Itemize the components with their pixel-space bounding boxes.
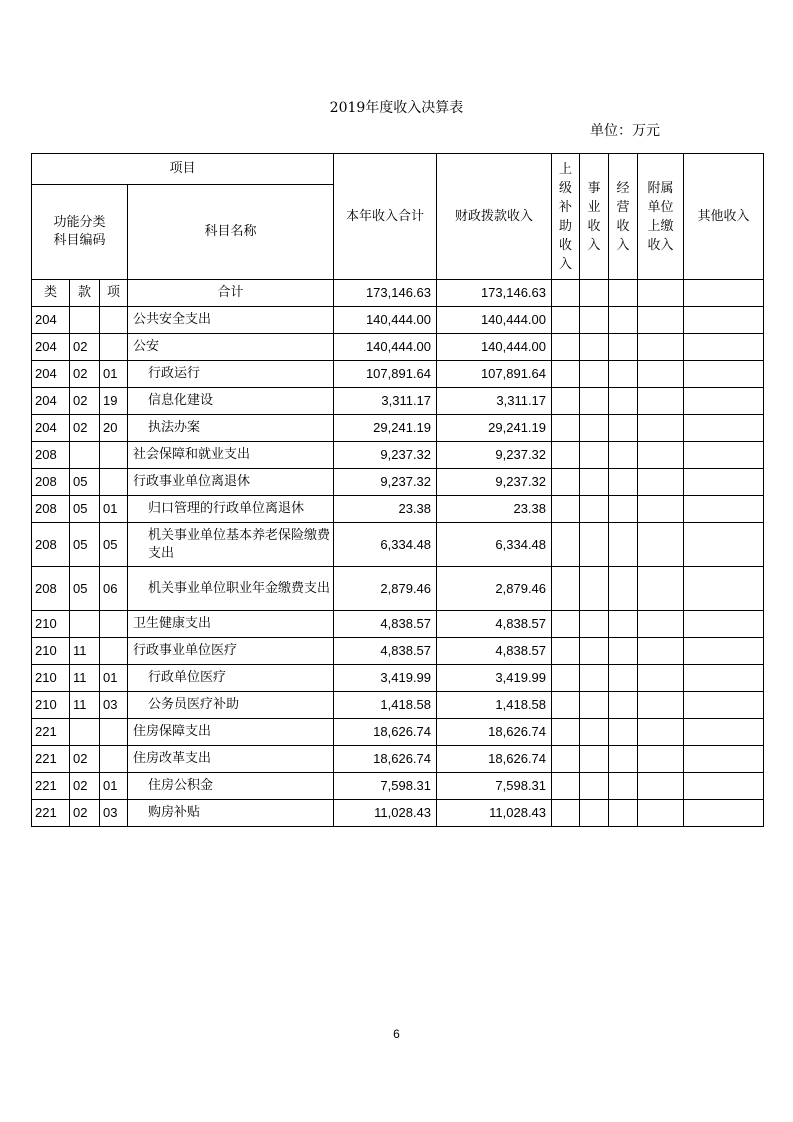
table-row [32, 773, 764, 800]
empty-cell [552, 611, 580, 638]
table-row [32, 719, 764, 746]
table-row [32, 442, 764, 469]
row-subject-name: 机关事业单位职业年金缴费支出 [128, 567, 334, 611]
empty-cell [609, 388, 638, 415]
empty-cell [609, 415, 638, 442]
empty-cell [609, 361, 638, 388]
row-lei-code: 221 [32, 800, 70, 827]
empty-cell [638, 611, 684, 638]
row-fiscal-income: 11,028.43 [437, 800, 552, 827]
empty-cell [580, 388, 609, 415]
row-subject-name: 执法办案 [128, 415, 334, 442]
empty-cell [609, 719, 638, 746]
empty-cell [638, 469, 684, 496]
row-subject-name: 行政事业单位离退休 [128, 469, 334, 496]
row-fiscal-income: 18,626.74 [437, 719, 552, 746]
empty-cell [684, 692, 764, 719]
row-lei-code: 204 [32, 388, 70, 415]
table-row [32, 469, 764, 496]
empty-cell [552, 773, 580, 800]
empty-cell [580, 415, 609, 442]
row-subject-name: 行政事业单位医疗 [128, 638, 334, 665]
row-xiang-code: 06 [100, 567, 128, 611]
empty-cell [638, 800, 684, 827]
table-row [32, 307, 764, 334]
empty-cell [609, 280, 638, 307]
row-xiang-code: 01 [100, 361, 128, 388]
header-func-class [32, 185, 128, 280]
row-total-income: 1,418.58 [334, 692, 437, 719]
row-lei-code: 221 [32, 746, 70, 773]
row-lei-code: 221 [32, 773, 70, 800]
header-fiscal-income: 财政拨款收入 [437, 154, 552, 280]
empty-cell [580, 638, 609, 665]
empty-cell [580, 280, 609, 307]
table-row [32, 611, 764, 638]
empty-cell [684, 773, 764, 800]
empty-cell [609, 638, 638, 665]
row-kuan-code: 02 [70, 361, 100, 388]
row-total-income: 9,237.32 [334, 469, 437, 496]
row-lei-code: 204 [32, 307, 70, 334]
header-total-income: 本年收入合计 [334, 154, 437, 280]
row-lei-code: 208 [32, 496, 70, 523]
row-xiang-code [100, 638, 128, 665]
row-kuan-code [70, 307, 100, 334]
empty-cell [580, 746, 609, 773]
page-title: 2019年度收入决算表 [329, 100, 464, 116]
empty-cell [552, 442, 580, 469]
empty-cell [552, 496, 580, 523]
empty-cell [638, 334, 684, 361]
row-subject-name: 公安 [128, 334, 334, 361]
empty-cell [638, 280, 684, 307]
empty-cell [552, 415, 580, 442]
row-kuan-code [70, 442, 100, 469]
row-xiang-code: 03 [100, 800, 128, 827]
row-lei-code: 204 [32, 334, 70, 361]
unit-label: 单位：万元 [590, 123, 660, 139]
row-fiscal-income: 9,237.32 [437, 469, 552, 496]
empty-cell [580, 523, 609, 567]
empty-cell [638, 692, 684, 719]
row-total-income: 11,028.43 [334, 800, 437, 827]
row-xiang-code [100, 611, 128, 638]
empty-cell [638, 638, 684, 665]
row-subject-name: 社会保障和就业支出 [128, 442, 334, 469]
row-xiang-code [100, 746, 128, 773]
empty-cell [580, 307, 609, 334]
empty-cell [684, 334, 764, 361]
empty-cell [552, 307, 580, 334]
empty-cell [609, 773, 638, 800]
empty-cell [609, 800, 638, 827]
total-row-total: 173,146.63 [334, 280, 437, 307]
row-xiang-code [100, 442, 128, 469]
header-other-income: 其他收入 [684, 154, 764, 280]
row-fiscal-income: 4,838.57 [437, 611, 552, 638]
empty-cell [580, 334, 609, 361]
row-fiscal-income: 140,444.00 [437, 307, 552, 334]
empty-cell [638, 496, 684, 523]
row-total-income: 7,598.31 [334, 773, 437, 800]
row-fiscal-income: 3,311.17 [437, 388, 552, 415]
empty-cell [609, 334, 638, 361]
header-lei: 类 [32, 280, 70, 307]
empty-cell [684, 638, 764, 665]
empty-cell [638, 442, 684, 469]
header-func-class-line2: 科目编码 [53, 233, 106, 248]
row-lei-code: 204 [32, 415, 70, 442]
header-superior-subsidy [552, 154, 580, 280]
row-total-income: 18,626.74 [334, 746, 437, 773]
row-kuan-code: 05 [70, 567, 100, 611]
row-lei-code: 210 [32, 611, 70, 638]
row-subject-name: 公务员医疗补助 [128, 692, 334, 719]
row-fiscal-income: 140,444.00 [437, 334, 552, 361]
empty-cell [580, 611, 609, 638]
header-affiliated-income [638, 154, 684, 280]
row-total-income: 18,626.74 [334, 719, 437, 746]
row-total-income: 107,891.64 [334, 361, 437, 388]
row-total-income: 140,444.00 [334, 307, 437, 334]
page-number: 6 [393, 1027, 400, 1041]
empty-cell [638, 719, 684, 746]
row-total-income: 4,838.57 [334, 611, 437, 638]
row-fiscal-income: 29,241.19 [437, 415, 552, 442]
row-subject-name: 住房公积金 [128, 773, 334, 800]
row-total-income: 29,241.19 [334, 415, 437, 442]
header-affiliated-income-text: 附属 单位 上缴 收入 [647, 180, 674, 253]
table-row [32, 665, 764, 692]
row-subject-name: 行政运行 [128, 361, 334, 388]
empty-cell [580, 567, 609, 611]
header-xiang: 项 [100, 280, 128, 307]
row-total-income: 6,334.48 [334, 523, 437, 567]
row-subject-name: 住房改革支出 [128, 746, 334, 773]
row-subject-name: 行政单位医疗 [128, 665, 334, 692]
empty-cell [638, 388, 684, 415]
table-row [32, 800, 764, 827]
empty-cell [684, 307, 764, 334]
row-total-income: 140,444.00 [334, 334, 437, 361]
empty-cell [580, 800, 609, 827]
empty-cell [684, 415, 764, 442]
empty-cell [684, 442, 764, 469]
row-fiscal-income: 6,334.48 [437, 523, 552, 567]
row-kuan-code: 02 [70, 388, 100, 415]
empty-cell [580, 442, 609, 469]
empty-cell [684, 523, 764, 567]
empty-cell [609, 496, 638, 523]
empty-cell [580, 719, 609, 746]
row-subject-name: 购房补贴 [128, 800, 334, 827]
row-kuan-code: 05 [70, 469, 100, 496]
row-lei-code: 208 [32, 523, 70, 567]
row-kuan-code: 02 [70, 334, 100, 361]
empty-cell [638, 773, 684, 800]
row-xiang-code: 05 [100, 523, 128, 567]
empty-cell [580, 469, 609, 496]
row-fiscal-income: 2,879.46 [437, 567, 552, 611]
row-subject-name: 公共安全支出 [128, 307, 334, 334]
empty-cell [552, 334, 580, 361]
row-fiscal-income: 9,237.32 [437, 442, 552, 469]
header-business-income-text: 事 业 收 入 [587, 180, 601, 253]
empty-cell [609, 611, 638, 638]
empty-cell [552, 800, 580, 827]
row-xiang-code: 01 [100, 773, 128, 800]
empty-cell [552, 361, 580, 388]
empty-cell [580, 692, 609, 719]
row-fiscal-income: 107,891.64 [437, 361, 552, 388]
empty-cell [609, 442, 638, 469]
empty-cell [552, 280, 580, 307]
empty-cell [552, 523, 580, 567]
empty-cell [638, 361, 684, 388]
row-total-income: 2,879.46 [334, 567, 437, 611]
row-kuan-code: 11 [70, 665, 100, 692]
table-row [32, 361, 764, 388]
empty-cell [580, 496, 609, 523]
row-total-income: 3,419.99 [334, 665, 437, 692]
empty-cell [609, 469, 638, 496]
row-kuan-code: 02 [70, 800, 100, 827]
empty-cell [552, 746, 580, 773]
empty-cell [684, 469, 764, 496]
row-xiang-code [100, 719, 128, 746]
row-total-income: 9,237.32 [334, 442, 437, 469]
row-total-income: 3,311.17 [334, 388, 437, 415]
empty-cell [609, 665, 638, 692]
empty-cell [684, 665, 764, 692]
header-operating-income-text: 经 营 收 入 [616, 180, 630, 253]
empty-cell [684, 611, 764, 638]
row-fiscal-income: 18,626.74 [437, 746, 552, 773]
row-kuan-code: 05 [70, 523, 100, 567]
row-subject-name: 信息化建设 [128, 388, 334, 415]
row-lei-code: 204 [32, 361, 70, 388]
table-row [32, 415, 764, 442]
empty-cell [580, 361, 609, 388]
row-xiang-code: 20 [100, 415, 128, 442]
empty-cell [684, 496, 764, 523]
header-item: 项目 [32, 154, 334, 185]
empty-cell [684, 800, 764, 827]
table-row [32, 388, 764, 415]
row-xiang-code [100, 334, 128, 361]
empty-cell [638, 307, 684, 334]
empty-cell [684, 567, 764, 611]
row-lei-code: 208 [32, 567, 70, 611]
row-lei-code: 208 [32, 442, 70, 469]
row-kuan-code: 02 [70, 746, 100, 773]
empty-cell [609, 523, 638, 567]
empty-cell [638, 665, 684, 692]
row-subject-name: 卫生健康支出 [128, 611, 334, 638]
empty-cell [552, 469, 580, 496]
empty-cell [609, 692, 638, 719]
row-fiscal-income: 23.38 [437, 496, 552, 523]
table-row [32, 746, 764, 773]
empty-cell [684, 719, 764, 746]
empty-cell [638, 415, 684, 442]
row-fiscal-income: 4,838.57 [437, 638, 552, 665]
table-row [32, 496, 764, 523]
row-lei-code: 210 [32, 638, 70, 665]
row-kuan-code: 02 [70, 415, 100, 442]
empty-cell [552, 665, 580, 692]
empty-cell [552, 638, 580, 665]
row-fiscal-income: 7,598.31 [437, 773, 552, 800]
row-xiang-code [100, 307, 128, 334]
row-kuan-code: 11 [70, 638, 100, 665]
row-xiang-code [100, 469, 128, 496]
empty-cell [552, 567, 580, 611]
empty-cell [684, 280, 764, 307]
header-business-income [580, 154, 609, 280]
header-superior-subsidy-text: 上 级 补 助 收 入 [559, 161, 573, 272]
income-table [31, 153, 764, 827]
row-xiang-code: 19 [100, 388, 128, 415]
row-fiscal-income: 3,419.99 [437, 665, 552, 692]
empty-cell [638, 523, 684, 567]
row-fiscal-income: 1,418.58 [437, 692, 552, 719]
empty-cell [552, 692, 580, 719]
row-subject-name: 归口管理的行政单位离退休 [128, 496, 334, 523]
empty-cell [580, 773, 609, 800]
empty-cell [684, 388, 764, 415]
empty-cell [609, 567, 638, 611]
empty-cell [684, 746, 764, 773]
row-xiang-code: 01 [100, 665, 128, 692]
total-row-label: 合计 [128, 280, 334, 307]
row-lei-code: 208 [32, 469, 70, 496]
row-subject-name: 机关事业单位基本养老保险缴费支出 [128, 523, 334, 567]
header-operating-income [609, 154, 638, 280]
row-kuan-code: 05 [70, 496, 100, 523]
row-kuan-code [70, 611, 100, 638]
row-kuan-code: 11 [70, 692, 100, 719]
empty-cell [684, 361, 764, 388]
empty-cell [609, 746, 638, 773]
empty-cell [638, 746, 684, 773]
empty-cell [552, 719, 580, 746]
empty-cell [580, 665, 609, 692]
row-total-income: 4,838.57 [334, 638, 437, 665]
row-total-income: 23.38 [334, 496, 437, 523]
row-lei-code: 221 [32, 719, 70, 746]
empty-cell [638, 567, 684, 611]
row-xiang-code: 03 [100, 692, 128, 719]
row-xiang-code: 01 [100, 496, 128, 523]
header-func-class-line1: 功能分类 [53, 215, 106, 230]
table-row [32, 692, 764, 719]
empty-cell [609, 307, 638, 334]
table-row [32, 334, 764, 361]
total-row-fiscal: 173,146.63 [437, 280, 552, 307]
row-lei-code: 210 [32, 692, 70, 719]
empty-cell [552, 388, 580, 415]
row-kuan-code [70, 719, 100, 746]
table-row [32, 523, 764, 567]
header-kuan: 款 [70, 280, 100, 307]
header-subject-name: 科目名称 [128, 185, 334, 280]
table-row [32, 638, 764, 665]
table-row [32, 567, 764, 611]
row-subject-name: 住房保障支出 [128, 719, 334, 746]
row-lei-code: 210 [32, 665, 70, 692]
row-kuan-code: 02 [70, 773, 100, 800]
